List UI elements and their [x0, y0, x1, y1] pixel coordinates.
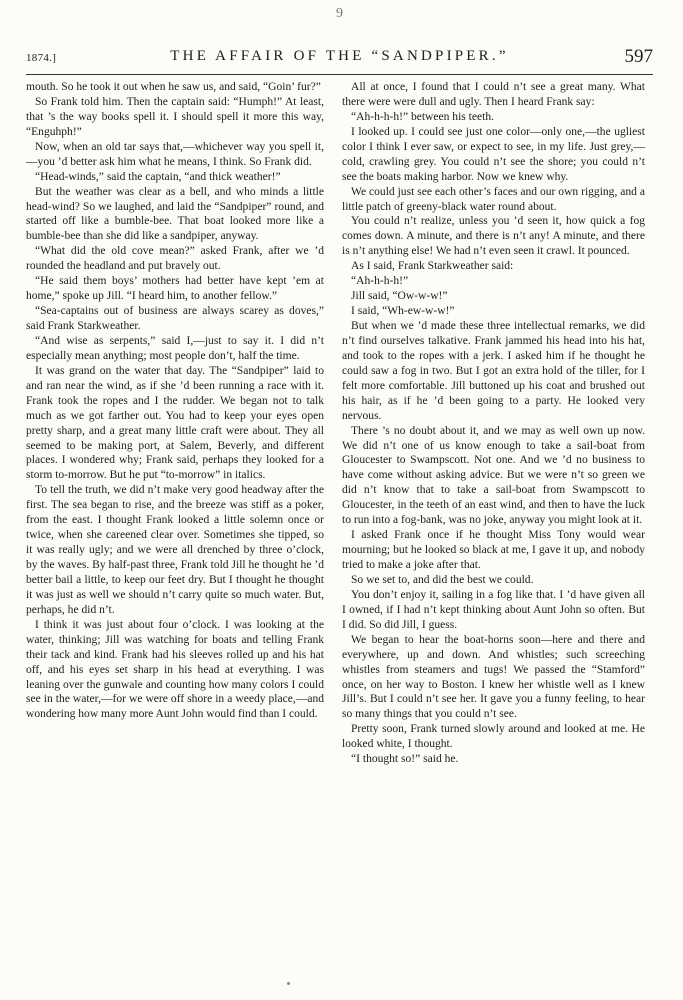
paragraph: It was grand on the water that day. The “Sandpiper” laid to and ran near the wind, as if she ’d been running a race with it. Frank took the ropes and I the rudder. We began not to talk much as we got farther out. You had to keep your eyes open pretty sharp, and a great many little craft were about. They all seemed to be making port, at Salem, Beverly, and different places. I wondered why; Frank said, perhaps they looked for a storm to-morrow. But he put “to-morrow” in italics. — [26, 364, 324, 482]
running-header — [26, 46, 653, 70]
paragraph: We could just see each other’s faces and our own rigging, and a little patch of greeny-black water round about. — [342, 185, 645, 213]
paragraph: “And wise as serpents,” said I,—just to say it. I did n’t especially mean anything; most people don’t, half the time. — [26, 334, 324, 362]
paragraph: I said, “Wh-ew-w-w!” — [351, 305, 455, 318]
paragraph: I think it was just about four o’clock. I was looking at the water, thinking; Jill was watching for boats and telling Frank their tack and kind. Frank had his sleeves rolled up and his hat off, and his eyes set sharp in his head at everything. I was leaning over the gunwale and counting how many colors I could see in the water,—for we were off shore in a weedy place,—and wondering how many more Aunt John would find than I could. — [26, 618, 324, 721]
paragraph: “Ah-h-h-h!” between his teeth. — [351, 110, 494, 123]
right-column — [342, 80, 645, 767]
paragraph: “He said them boys’ mothers had better have kept ’em at home,” spoke up Jill. “I heard him, to another fellow.” — [26, 275, 324, 303]
paragraph: There ’s no doubt about it, and we may as well own up now. We did n’t one of us know enough to take a sail-boat from Gloucester to Swampscott. Not one. And we ’d no business to have come without asking advice. But we were n’t so green we did n’t know that to take a sail-boat from Swampscott to Gloucester, in the teeth of an east wind, and then to have the luck to run into a fog-bank, was no joke, anyway you might look at it. — [342, 424, 645, 527]
paragraph: All at once, I found that I could n’t see a great many. What there were were dull and ugly. Then I heard Frank say: — [342, 81, 645, 108]
paragraph: I looked up. I could see just one color—only one,—the ugliest color I think I ever saw, or expect to see, in my life. Just grey,—cold, crawling grey. You could n’t see the shore; you could n’t see the boats making harbor. Now we knew why. — [342, 125, 645, 183]
paragraph: “Ah-h-h-h!” — [351, 275, 409, 288]
paragraph: But when we ’d made these three intellectual remarks, we did n’t find ourselves talkative. Frank jammed his head into his hat, and took to the ropes with a jerk. I asked him if he thought he could saw a fog in two. But I got an extra hold of the tiller, for I felt more comfortable. Jill buttoned up his coat and brushed out his hair, as if he ’d been going to a party. He looked very nervous. — [342, 320, 645, 422]
paragraph: You don’t enjoy it, sailing in a fog like that. I ’d have given all I owned, if I had n’t kept thinking about Aunt John so often. But I did. So did Jill, I guess. — [342, 588, 645, 631]
paragraph: Now, when an old tar says that,—whichever way you spell it,—you ’d better ask him what he means, I think. So Frank did. — [26, 140, 324, 168]
paragraph: We began to hear the boat-horns soon—here and there and everywhere, up and down. And whistles; such screeching whistles from steamers and tugs! We passed the “Stamford” once, on her way to Boston. I knew her whistle well as I knew Jill’s. But I could n’t see her. It gave you a funny feeling, to hear so many things that you could n’t see. — [342, 633, 645, 721]
paragraph: “Sea-captains out of business are always scarey as doves,” said Frank Starkweather. — [26, 305, 324, 332]
paragraph: Pretty soon, Frank turned slowly around and looked at me. He looked white, I thought. — [342, 723, 645, 751]
header-date: 1874.] — [26, 52, 57, 64]
paragraph: I asked Frank once if he thought Miss Tony would wear mourning; but he looked so black at me, I gave it up, and nobody tried to make a joke after that. — [342, 529, 645, 571]
page-number: 597 — [624, 46, 653, 67]
paragraph: “What did the old cove mean?” asked Frank, after we ’d rounded the headland and put bravely out. — [26, 245, 324, 273]
paragraph: So Frank told him. Then the captain said: “Humph!” At least, that ’s the way books spell it. I should spell it more this way, “Enguhph!” — [26, 95, 324, 138]
paragraph: “I thought so!” said he. — [351, 753, 459, 766]
paragraph: To tell the truth, we did n’t make very good headway after the first. The sea began to rise, and the breeze was stiff as a poker, from the east. I thought Frank looked a little solemn once or twice, when she careened clear over. Sometimes she tipped, so it was really ugly; and we were all drenched by three o’clock, by the waves. By half-past three, Frank told Jill he thought he ’d better bail a little, to keep our feet dry. But I thought he thought it was just as well we should n’t carry quite so much water. But, perhaps, he did n’t. — [26, 484, 324, 616]
top-pencil-mark: 9 — [336, 6, 343, 21]
header-title: THE AFFAIR OF THE “SANDPIPER.” — [170, 48, 509, 64]
paragraph: Jill said, “Ow-w-w!” — [351, 290, 448, 303]
header-rule — [26, 74, 653, 75]
paragraph: As I said, Frank Starkweather said: — [351, 260, 514, 273]
paragraph: So we set to, and did the best we could. — [351, 573, 534, 586]
footer-dot — [287, 982, 290, 985]
paragraph: You could n’t realize, unless you ’d seen it, how quick a fog comes down. A minute, and there is n’t any! A minute, and there is n’t anything else! We had n’t even seen it crawl. It pounced. — [342, 215, 645, 258]
paragraph: mouth. So he took it out when he saw us, and said, “Goin’ fur?” — [26, 81, 321, 93]
paragraph: But the weather was clear as a bell, and who minds a little head-wind? So we laughed, and laid the “Sandpiper” round, and started off like a bumble-bee. That boat looked more like a bumble-bee than she did like a sandpiper, anyway. — [26, 185, 324, 243]
left-column — [26, 80, 324, 722]
paragraph: “Head-winds,” said the captain, “and thick weather!” — [35, 170, 281, 183]
